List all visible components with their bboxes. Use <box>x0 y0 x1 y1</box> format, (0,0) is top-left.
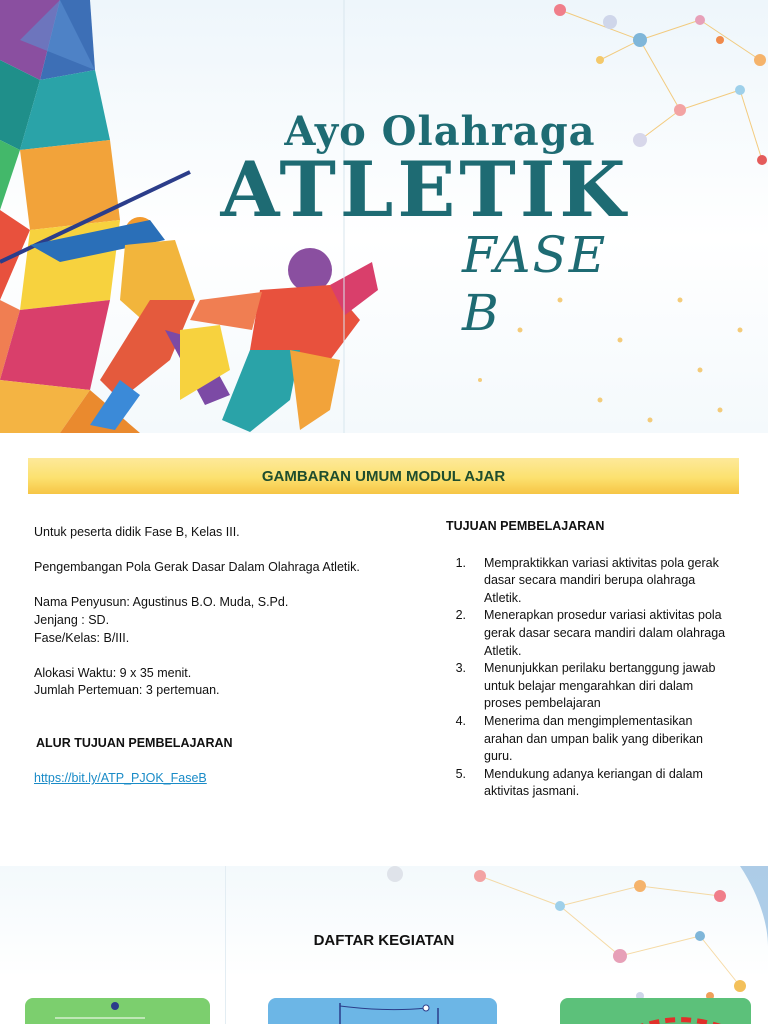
hero-title-phase: FASE B <box>462 226 608 342</box>
objectives-list <box>446 555 746 801</box>
list-item <box>446 766 746 801</box>
list-number: 1. <box>455 555 466 570</box>
meetings: Jumlah Pertemuan: 3 pertemuan. <box>34 683 220 698</box>
activity-illustration <box>560 998 751 1024</box>
list-number: 5. <box>455 766 466 781</box>
overview-details <box>34 524 414 788</box>
activity-illustration <box>25 998 210 1024</box>
list-item <box>446 555 746 608</box>
author: Nama Penyusun: Agustinus B.O. Muda, S.Pd. <box>34 595 289 610</box>
intro-target: Untuk peserta didik Fase B, Kelas III. <box>34 525 240 539</box>
list-item <box>446 607 746 660</box>
list-text: Menerapkan prosedur variasi aktivitas pola gerak dasar secara mandiri dalam olahraga Atletik. <box>484 608 726 658</box>
hero-banner <box>0 0 768 433</box>
list-item <box>446 713 746 766</box>
objectives-section <box>446 518 746 801</box>
activity-illustration <box>268 998 497 1024</box>
list-item <box>446 660 746 713</box>
list-text: Mempraktikkan variasi aktivitas pola gerak dasar secara mandiri berupa olahraga Atletik. <box>484 555 719 605</box>
activity-card-2[interactable] <box>268 998 497 1024</box>
phase-class: Fase/Kelas: B/III. <box>34 630 130 645</box>
list-number: 3. <box>455 661 466 676</box>
hero-title-line1: Ayo Olahraga <box>284 108 596 155</box>
list-text: Menerima dan mengimplementasikan arahan dan umpan balik yang diberikan guru. <box>484 713 703 764</box>
overview-band <box>28 458 739 494</box>
list-number: 2. <box>455 608 466 623</box>
activity-card-1[interactable] <box>25 998 210 1024</box>
list-text: Mendukung adanya keriangan di dalam aktivitas jasmani. <box>484 766 703 799</box>
list-text: Menunjukkan perilaku bertanggung jawab untuk belajar mengarahkan diri dalam proses pembelajaran <box>484 661 716 711</box>
list-number: 4. <box>455 713 466 728</box>
activity-card-3[interactable] <box>560 998 751 1024</box>
flow-title: ALUR TUJUAN PEMBELAJARAN <box>36 736 233 751</box>
objectives-title: TUJUAN PEMBELAJARAN <box>446 519 605 533</box>
intro-topic: Pengembangan Pola Gerak Dasar Dalam Olahraga Atletik. <box>34 560 360 575</box>
runner-figure <box>180 248 378 432</box>
hero-title-main: ATLETIK <box>220 145 630 234</box>
level: Jenjang : SD. <box>34 612 110 627</box>
overview-title: GAMBARAN UMUM MODUL AJAR <box>261 467 506 485</box>
flow-link[interactable]: https://bit.ly/ATP_PJOK_FaseB <box>34 771 207 786</box>
activities-title: DAFTAR KEGIATAN <box>313 932 455 949</box>
time-allocation: Alokasi Waktu: 9 x 35 menit. <box>34 665 192 680</box>
activities-section <box>0 866 768 1024</box>
